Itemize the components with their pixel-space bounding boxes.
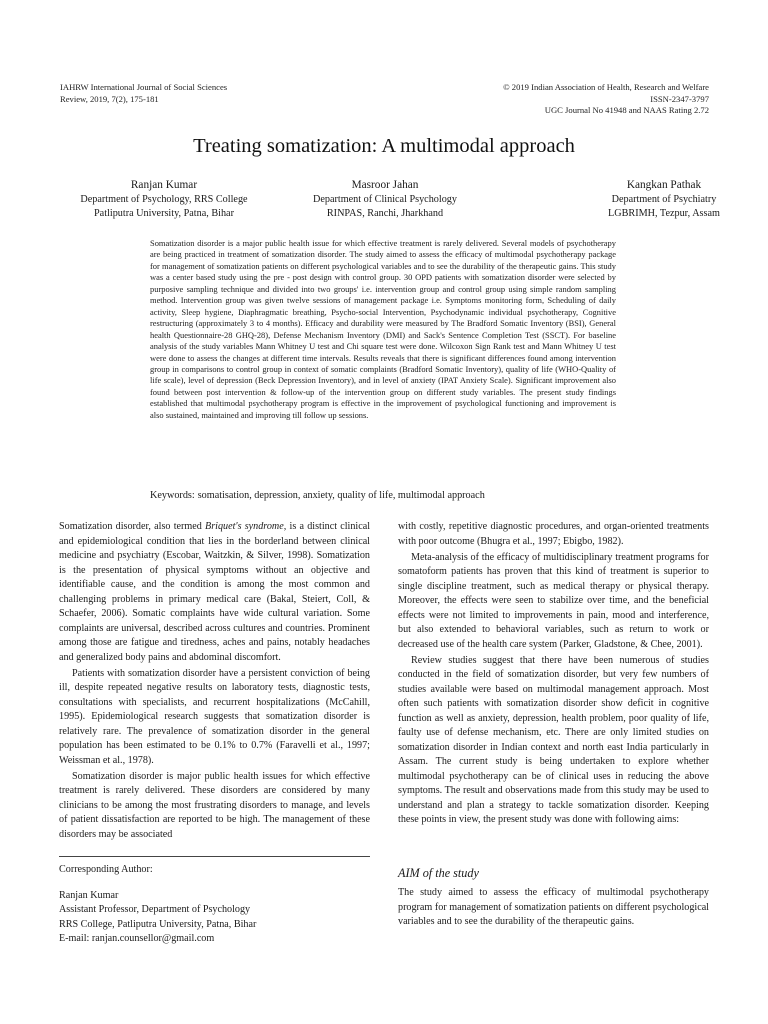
corresponding-position: Assistant Professor, Department of Psychology bbox=[59, 904, 251, 915]
author-institution: RINPAS, Ranchi, Jharkhand bbox=[326, 208, 444, 219]
paragraph-text: is a distinct clinical and epidemiological condition that lies in the borderland between clinical medicine and psychiatry (Escobar, Waitzkin, & Silver, 1998). Somatization is the presentation of physical symptoms without an objective and identifiable cause, and the condition is among the most common and challenging problems in primary medical care (Bakal, Steiert, Coll, & Schaefer, 2006). Somatic complaints have wide cultural variation. Some complaints are universal, described across cultures and countries. Prominent among those are fatigue and tiredness, aches and pains, notably headaches and generalized body pains and abdominal discomfort. bbox=[59, 521, 371, 663]
author-block-2 bbox=[300, 178, 470, 221]
journal-name: IAHRW International Journal of Social Sciences bbox=[60, 82, 228, 92]
section-paragraph: The study aimed to assess the efficacy of multimodal psychotherapy program for management of somatization patients on different psychological variables and to see the durability of the therapeutic gains. bbox=[398, 887, 709, 927]
paragraph: Somatization disorder is major public health issues for which effective treatment is rarely delivered. These disorders are considered by many clinicians to be among the most frustrating disorders to manage, and levels of patient dissatisfaction are reported to be high. The management of these disorders may be associated bbox=[59, 770, 370, 840]
paragraph-text: Somatization disorder, also termed bbox=[59, 521, 206, 532]
author-block-3 bbox=[580, 178, 748, 221]
body-column-right bbox=[398, 520, 709, 829]
author-block-1 bbox=[50, 178, 278, 221]
corresponding-email: E-mail: ranjan.counsellor@gmail.com bbox=[59, 933, 215, 944]
keywords-label: Keywords: bbox=[150, 490, 195, 501]
author-name: Masroor Jahan bbox=[351, 179, 419, 191]
section-heading: AIM of the study bbox=[398, 866, 479, 880]
corresponding-heading: Corresponding Author: bbox=[59, 864, 153, 875]
journal-header bbox=[60, 82, 360, 105]
ugc-line: UGC Journal No 41948 and NAAS Rating 2.72 bbox=[544, 105, 709, 115]
author-department: Department of Psychology, RRS College bbox=[80, 194, 248, 205]
paragraph bbox=[59, 520, 370, 665]
paper-title: Treating somatization: A multimodal approach bbox=[193, 135, 575, 157]
author-name: Kangkan Pathak bbox=[626, 179, 702, 191]
author-name: Ranjan Kumar bbox=[130, 179, 198, 191]
corresponding-author bbox=[59, 863, 370, 947]
paragraph: with costly, repetitive diagnostic procedures, and organ-oriented treatments with poor outcome (Bhugra et al., 1997; Ebigbo, 1982). bbox=[398, 521, 709, 547]
author-institution: Patliputra University, Patna, Bihar bbox=[94, 208, 234, 219]
body-column-left bbox=[59, 520, 370, 844]
corresponding-name: Ranjan Kumar bbox=[59, 889, 119, 901]
abstract: Somatization disorder is a major public health issue for which effective treatment is rarely delivered. Several models of psychotherapy are being practiced in treatment of somatization disorder. The study aimed to assess the efficacy of multimodal psychotherapy package for management of somatization patients on different psychological variables and to see the durability of the therapeutic gains. This study was a center based study using the pre - post design with control group. 30 OPD patients with somatization disorder were selected by purposive sampling technique and divided into two groups' i.e. intervention group and control group using simple random sampling method. Intervention group was given twelve sessions of management package i.e. Symptoms monitoring form, Scheduling of daily activity, Sleep hygiene, Diaphragmatic breathing, Psycho-social Intervention, Psychodynamic individual psychotherapy, Cognitive restructuring (approximately 3 to 4 months). Efficacy and durability were measured by The Bradford Somatic Inventory (BSI), General health Questionnaire-28 GHQ-28), Defense Mechanism Inventory (DMI) and Sack's Sentence Completion Test (SSCT). For baseline analysis of the study variables Mann Whitney U test and Chi square test were done. Wilcoxon Sign Rank test and Mann Whitney U test were done to assess the changes at different time intervals. Results reveals that there is significant differences found among intervention group in comparisons to control group in context of somatic complaints (Bradford Somatic Inventory), quality of life (WHO-Quality of life scale), level of depression (Beck Depression Inventory), and in level of anxiety (IPAT Anxiety Scale). Significant improvement also found between post intervention & follow-up of the intervention group on different study variables. The present study findings established that multimodal psychotherapy program is effective in the improvement of psychological functioning and improvement is also sustained, maintained and improving till follow up sessions. bbox=[150, 238, 616, 420]
copyright-line: © 2019 Indian Association of Health, Research and Welfare bbox=[503, 82, 709, 92]
paragraph: Review studies suggest that there have been numerous of studies conducted in the field of somatization disorder, but very few numbers of studies available were based on multimodal management approach. Most often such patients with somatization disorder show deficit in cognitive function as well as anxiety, depression, health problem, poor quality of life, faulty use of defense mechanism, etc. There are only limited studies on somatization disorder in Indian context and north east India particularly in Assam. The current study is being undertaken to explore whether multimodal psychotherapy can be of clinical uses in reducing the above symptoms. The result and observations made from this study may be used to understand and plan a strategy to tackle somatization disorder. Keeping these points in view, the present study was done with following aims: bbox=[398, 654, 709, 825]
author-department: Department of Psychiatry bbox=[611, 194, 717, 205]
author-institution: LGBRIMH, Tezpur, Assam bbox=[608, 208, 720, 219]
footnote-divider bbox=[59, 856, 370, 857]
journal-volume: Review, 2019, 7(2), 175-181 bbox=[60, 93, 159, 104]
issn-line: ISSN-2347-3797 bbox=[650, 93, 709, 104]
keywords-text: somatisation, depression, anxiety, quality of life, multimodal approach bbox=[197, 490, 485, 501]
corresponding-institution: RRS College, Patliputra University, Patna, Bihar bbox=[59, 918, 257, 930]
keywords bbox=[150, 489, 630, 502]
paragraph: Meta-analysis of the efficacy of multidisciplinary treatment programs for somatoform patients has proven that this kind of treatment is superior to single discipline treatment, such as medical therapy or physical therapy. Moreover, the effects were seen to stabilize over time, and the beneficial effects were not limited to improvements in pain, mood and interference, but also extended to behavioral variables, such as return to work or decreased use of the health care system (Parker, Gladstone, & Chee, 2001). bbox=[398, 551, 709, 650]
author-department: Department of Clinical Psychology bbox=[312, 194, 457, 205]
publisher-header bbox=[379, 82, 709, 117]
paragraph-italic: Briquet's syndrome, bbox=[205, 521, 287, 532]
paragraph: Patients with somatization disorder have a persistent conviction of being ill, despite repeated negative results on laboratory tests, diagnostic tests, consultations with specialists, and recurrent hospitalizations (McCahill, 1995). Epidemiological research suggests that somatization disorder is relatively rare. The prevalence of somatization disorder in the general population has been estimated to be 0.1% to 0.7% (Faravelli et al., 1997; Weissman et al., 1978). bbox=[59, 667, 370, 766]
